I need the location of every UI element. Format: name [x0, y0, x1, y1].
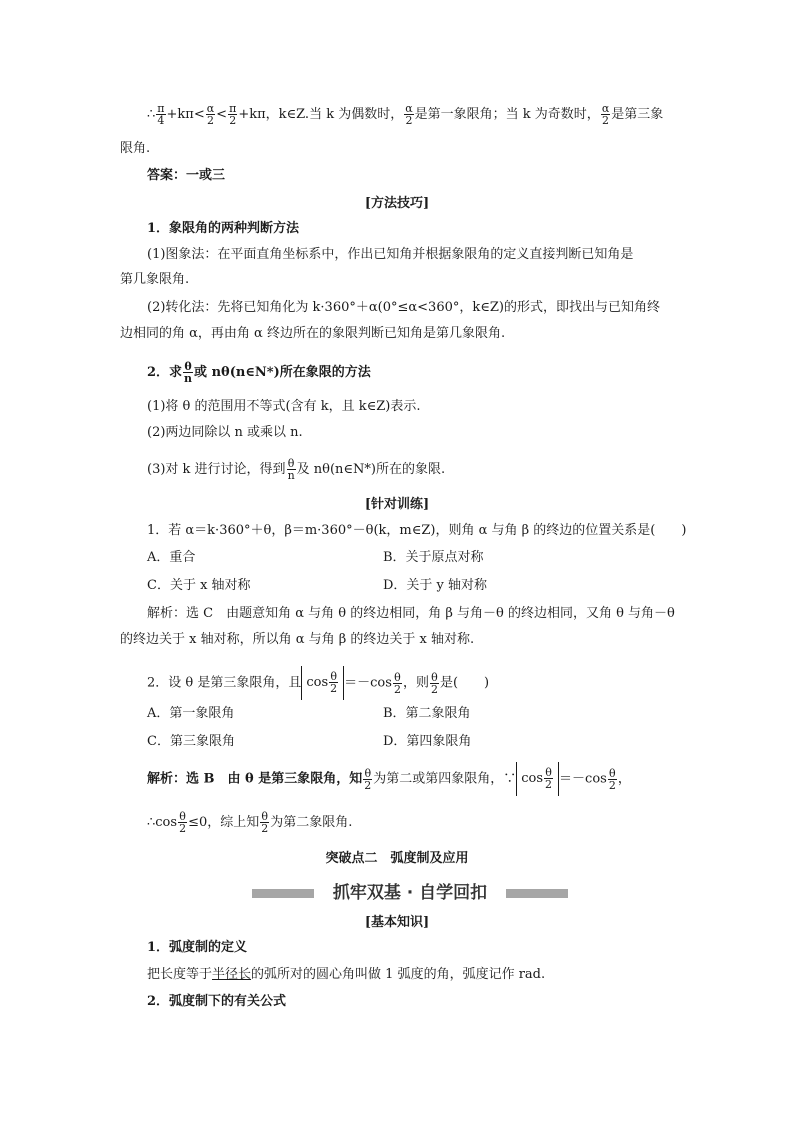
banner-right-bar	[506, 889, 568, 898]
method-2-title: 2．求 $\frac{\theta}{n}$ 或 nθ(n∈N*)所在象限的方法	[147, 360, 371, 385]
absolute-value-cos: cos $\frac{\theta}{2}$	[516, 762, 559, 796]
method-1-title: 1．象限角的两种判断方法	[147, 221, 300, 236]
knowledge-2-title: 2．弧度制下的有关公式	[147, 994, 287, 1009]
fraction-alpha-over-2: $\frac{\alpha}{2}$	[601, 102, 610, 127]
fraction-alpha-over-2: $\frac{\alpha}{2}$	[405, 102, 413, 127]
q2-option-b: B．第二象限角	[383, 706, 471, 721]
q1-option-c: C．关于 x 轴对称	[147, 578, 251, 593]
banner-text: 抓牢双基 · 自学回扣	[332, 883, 488, 903]
banner-left-bar	[252, 889, 314, 898]
answer-line: 答案：一或三	[147, 168, 226, 183]
solution-1-line-1: 解析：选 C 由题意知角 α 与角 θ 的终边相同，角 β 与角－θ 的终边相同，又角 θ 与角－θ	[147, 606, 675, 621]
therefore-symbol: ∴	[147, 107, 156, 122]
q1-option-b: B．关于原点对称	[383, 550, 484, 565]
q1-option-a: A．重合	[147, 550, 196, 565]
method-1-graphic-line-1: (1)图象法：在平面直角坐标系中，作出已知角并根据象限角的定义直接判断已知角是	[147, 247, 634, 262]
intro-continuation: 限角.	[120, 141, 151, 156]
method-heading: [方法技巧]	[364, 196, 430, 211]
section-banner	[252, 882, 568, 904]
knowledge-1-text: 把长度等于半径长的弧所对的圆心角叫做 1 弧度的角，弧度记作 rad.	[147, 967, 546, 982]
solution-2-line-2: ∴cos $\frac{\theta}{2}$ ≤0，综上知 $\frac{\theta}{2}$ 为第二象限角.	[147, 810, 353, 835]
method-2-step-2: (2)两边同除以 n 或乘以 n.	[147, 425, 303, 440]
section-title: 突破点二 弧度制及应用	[325, 851, 469, 866]
absolute-value-cos: cos $\frac{\theta}{2}$	[301, 666, 344, 700]
question-1: 1．若 α＝k·360°＋θ，β＝m·360°－θ(k，m∈Z)，则角 α 与角 β 的终边的位置关系是( )	[147, 523, 687, 538]
fraction-theta-over-n: $\frac{\theta}{n}$	[184, 360, 193, 385]
fraction-alpha-over-2: $\frac{\alpha}{2}$	[206, 102, 215, 127]
intro-inequality-line: ∴ $\frac{\pi}{4}$ +kπ< $\frac{\alpha}{2}$ < $\frac{\pi}{2}$ +kπ，k∈Z.当 k 为偶数时， $\frac{\alpha}{2}$ 是第一象限角；当 k 为奇数时， $\frac{\alpha}{2}$ 是第三象	[147, 102, 664, 127]
fraction-pi-over-2: $\frac{\pi}{2}$	[229, 102, 237, 127]
q2-option-c: C．第三象限角	[147, 734, 235, 749]
question-2: 2．设 θ 是第三象限角，且 cos $\frac{\theta}{2}$ ＝－cos $\frac{\theta}{2}$ ，则 $\frac{\theta}{2}$ 是( )	[147, 666, 707, 701]
q2-option-d: D．第四象限角	[383, 734, 472, 749]
fraction-pi-over-4: $\frac{\pi}{4}$	[157, 102, 165, 127]
q2-option-a: A．第一象限角	[147, 706, 235, 721]
method-2-step-3: (3)对 k 进行讨论，得到 $\frac{\theta}{n}$ 及 nθ(n∈N*)所在的象限.	[147, 457, 446, 482]
underlined-term: 半径长	[212, 967, 252, 982]
method-1-convert-line-1: (2)转化法：先将已知角化为 k·360°＋α(0°≤α<360°，k∈Z)的形式，即找出与已知角终	[147, 300, 660, 315]
method-1-convert-line-2: 边相同的角 α，再由角 α 终边所在的象限判断已知角是第几象限角.	[120, 326, 506, 341]
basic-knowledge-heading: [基本知识]	[364, 915, 430, 930]
training-heading: [针对训练]	[364, 497, 430, 512]
solution-2-line-1: 解析：选 B 由 θ 是第三象限角，知 $\frac{\theta}{2}$ 为第二或第四象限角，∵ cos $\frac{\theta}{2}$ ＝－cos $\frac{\theta}{2}$ ，	[147, 762, 707, 797]
method-1-graphic-line-2: 第几象限角.	[120, 272, 190, 287]
solution-1-line-2: 的终边关于 x 轴对称，所以角 α 与角 β 的终边关于 x 轴对称.	[120, 632, 475, 647]
method-2-step-1: (1)将 θ 的范围用不等式(含有 k，且 k∈Z)表示.	[147, 399, 421, 414]
knowledge-1-title: 1．弧度制的定义	[147, 940, 248, 955]
q1-option-d: D．关于 y 轴对称	[383, 578, 488, 593]
fraction-theta-over-n: $\frac{\theta}{n}$	[287, 457, 295, 482]
